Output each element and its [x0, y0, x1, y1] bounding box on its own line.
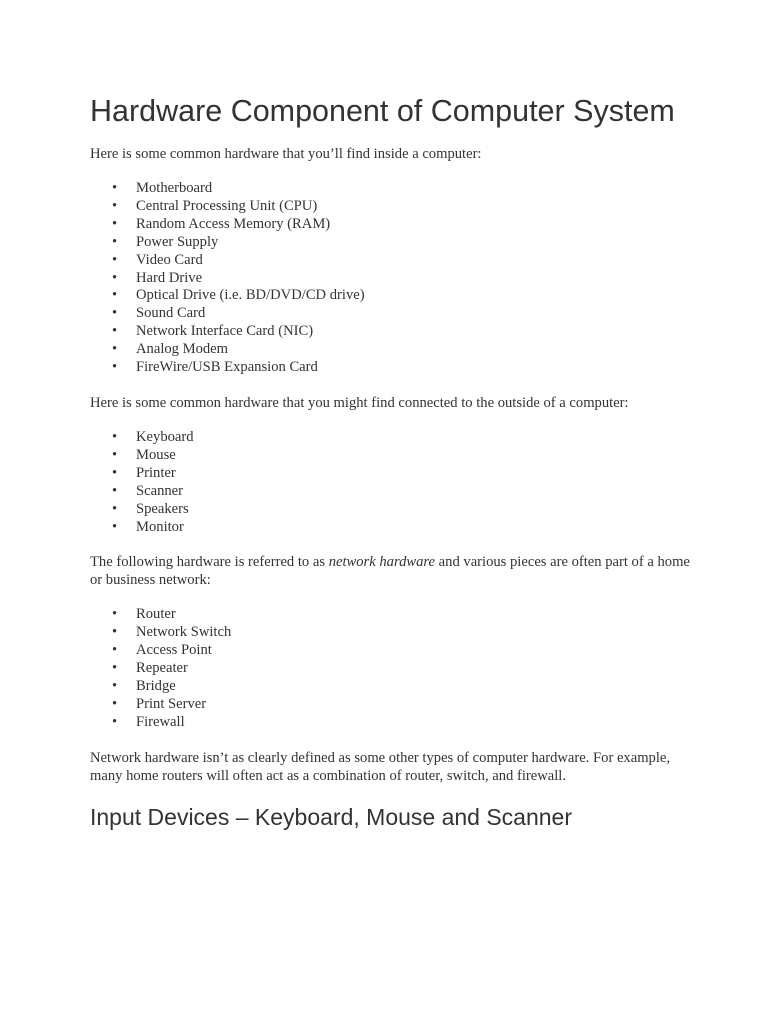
list-item-label: Printer — [136, 464, 176, 481]
list-item — [90, 483, 690, 501]
list-item-label: Repeater — [136, 660, 188, 677]
intro-inside-paragraph: Here is some common hardware that you’ll find inside a computer: — [90, 146, 482, 162]
list-item — [90, 429, 690, 447]
bullet-icon: • — [112, 269, 118, 286]
bullet-icon: • — [112, 180, 118, 196]
list-item-label: FireWire/USB Expansion Card — [136, 359, 318, 376]
bullet-icon: • — [112, 305, 118, 322]
list-item-label: Hard Drive — [136, 269, 203, 286]
list-item — [90, 501, 690, 519]
outside-hardware-list — [90, 429, 690, 536]
bullet-icon: • — [112, 695, 118, 712]
list-item-label: Motherboard — [136, 180, 213, 196]
bullet-icon: • — [112, 500, 118, 517]
bullet-icon: • — [112, 341, 118, 358]
network-intro-emphasis: network hardware — [328, 554, 436, 571]
list-item — [90, 216, 690, 234]
list-item-label: Network Interface Card (NIC) — [136, 323, 314, 340]
list-item — [90, 287, 690, 305]
list-item-label: Mouse — [136, 446, 176, 463]
document-page — [90, 91, 690, 832]
list-item-label: Optical Drive (i.e. BD/DVD/CD drive) — [136, 287, 365, 304]
bullet-icon: • — [112, 518, 118, 535]
list-item — [90, 624, 690, 642]
network-intro-after: and various pieces are often part of a home or business network: — [90, 554, 690, 589]
list-item — [90, 270, 690, 288]
network-hardware-list — [90, 606, 690, 731]
bullet-icon: • — [112, 251, 118, 268]
list-item — [90, 359, 690, 377]
network-note-paragraph: Network hardware isn’t as clearly defined as some other types of computer hardware. For example, many home routers will often act as a combination of router, switch, and firewall. — [90, 749, 671, 784]
bullet-icon: • — [112, 713, 118, 730]
list-item — [90, 323, 690, 341]
list-item-label: Keyboard — [136, 428, 194, 445]
list-item-label: Network Switch — [136, 624, 232, 641]
bullet-icon: • — [112, 624, 118, 641]
bullet-icon: • — [112, 287, 118, 304]
bullet-icon: • — [112, 678, 118, 695]
bullet-icon: • — [112, 215, 118, 232]
list-item-label: Random Access Memory (RAM) — [136, 215, 331, 232]
list-item-label: Router — [136, 606, 176, 623]
bullet-icon: • — [112, 446, 118, 463]
list-item — [90, 519, 690, 537]
list-item-label: Video Card — [136, 251, 203, 268]
bullet-icon: • — [112, 359, 118, 376]
network-intro-paragraph — [90, 553, 690, 589]
section-heading-input-devices: Input Devices – Keyboard, Mouse and Scanner — [90, 803, 573, 830]
bullet-icon: • — [112, 642, 118, 659]
bullet-icon: • — [112, 464, 118, 481]
list-item-label: Print Server — [136, 695, 207, 712]
list-item — [90, 305, 690, 323]
network-intro-before: The following hardware is referred to as — [90, 554, 329, 571]
list-item-label: Central Processing Unit (CPU) — [136, 197, 318, 214]
list-item-label: Firewall — [136, 713, 185, 730]
bullet-icon: • — [112, 606, 118, 623]
intro-outside-paragraph: Here is some common hardware that you might find connected to the outside of a computer: — [90, 394, 629, 411]
list-item-label: Scanner — [136, 482, 184, 499]
list-item — [90, 252, 690, 270]
list-item — [90, 447, 690, 465]
bullet-icon: • — [112, 660, 118, 677]
list-item — [90, 714, 690, 732]
bullet-icon: • — [112, 323, 118, 340]
list-item-label: Analog Modem — [136, 341, 229, 358]
list-item — [90, 696, 690, 714]
bullet-icon: • — [112, 197, 118, 214]
inside-hardware-list — [90, 180, 690, 377]
list-item-label: Access Point — [136, 642, 212, 659]
list-item-label: Bridge — [136, 678, 176, 695]
list-item-label: Power Supply — [136, 233, 219, 250]
list-item-label: Monitor — [136, 518, 184, 535]
list-item — [90, 198, 690, 216]
bullet-icon: • — [112, 233, 118, 250]
list-item — [90, 465, 690, 483]
list-item — [90, 642, 690, 660]
list-item — [90, 660, 690, 678]
list-item — [90, 678, 690, 696]
bullet-icon: • — [112, 482, 118, 499]
list-item — [90, 234, 690, 252]
list-item — [90, 606, 690, 624]
list-item — [90, 180, 690, 198]
list-item-label: Sound Card — [136, 305, 206, 322]
list-item — [90, 341, 690, 359]
list-item-label: Speakers — [136, 500, 189, 517]
bullet-icon: • — [112, 428, 118, 445]
page-title: Hardware Component of Computer System — [90, 94, 675, 128]
